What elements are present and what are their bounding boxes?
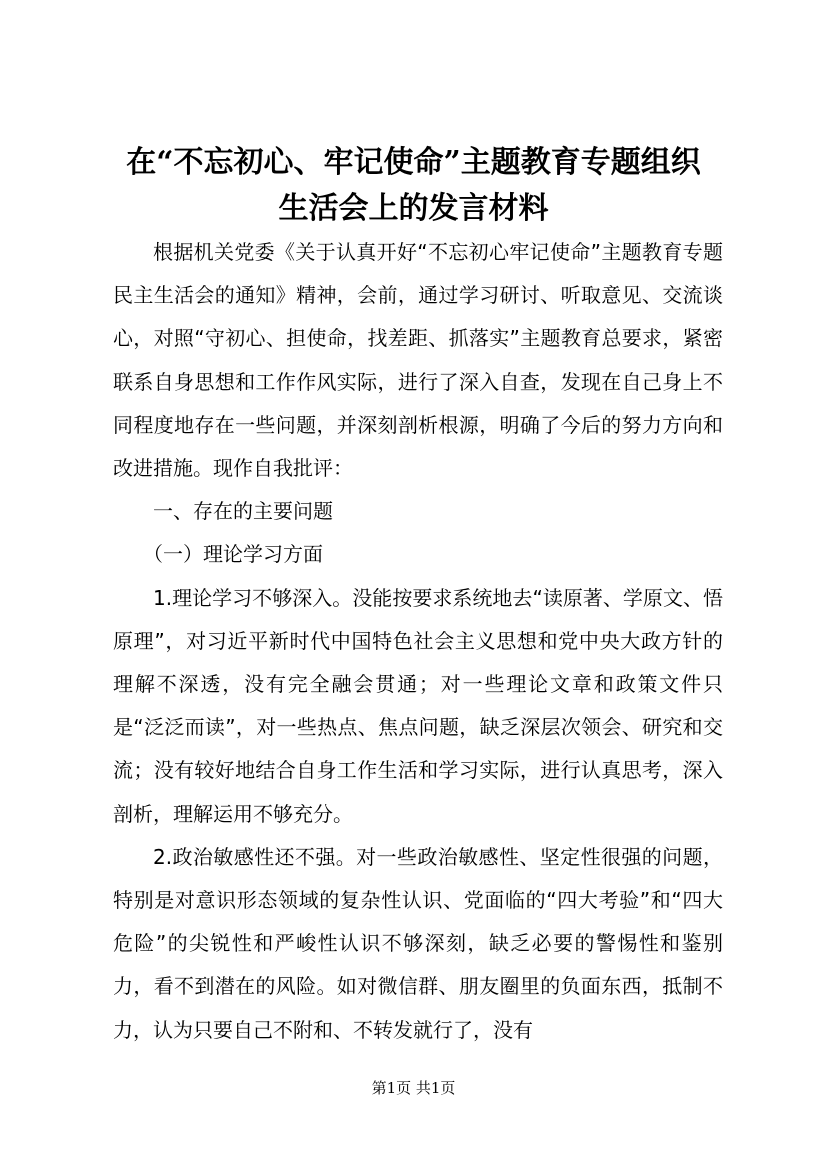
title-line-2: 生活会上的发言材料 [278,191,549,226]
intro-paragraph: 根据机关党委《关于认真开好“不忘初心牢记使命”主题教育专题民主生活会的通知》精神，会前，通过学习研讨、听取意见、交流谈心，对照“守初心、担使命，找差距、抓落实”主题教育总要求，紧密联系自身思想和工作作风实际，进行了深入自查，发现在自己身上不同程度地存在一些问题，并深刻剖析根源，明确了今后的努力方向和改进措施。现作自我批评： [113,240,723,481]
section-heading-1: 一、存在的主要问题 [153,499,333,524]
item-paragraph-1: 1.理论学习不够深入。没能按要求系统地去“读原著、学原文、悟原理”，对习近平新时代中国特色社会主义思想和党中央大政方针的理解不深透，没有完全融会贯通；对一些理论文章和政策文件只是“泛泛而读”，对一些热点、焦点问题，缺乏深层次领会、研究和交流；没有较好地结合自身工作生活和学习实际，进行认真思考，深入剖析，理解运用不够充分。 [113,585,723,826]
document-body [113,231,723,1052]
subsection-heading-1: （一）理论学习方面 [143,542,323,567]
document-title [100,140,727,232]
item-paragraph-2: 2.政治敏感性还不强。对一些政治敏感性、坚定性很强的问题，特别是对意识形态领域的复杂性认识、党面临的“四大考验”和“四大危险”的尖锐性和严峻性认识不够深刻，缺乏必要的警惕性和鉴别力，看不到潜在的风险。如对微信群、朋友圈里的负面东西，抵制不力，认为只要自己不附和、不转发就行了，没有 [113,844,723,1042]
page-footer: 第1页 共1页 [371,1079,456,1097]
title-line-1: 在“不忘初心、牢记使命”主题教育专题组织 [126,145,701,180]
